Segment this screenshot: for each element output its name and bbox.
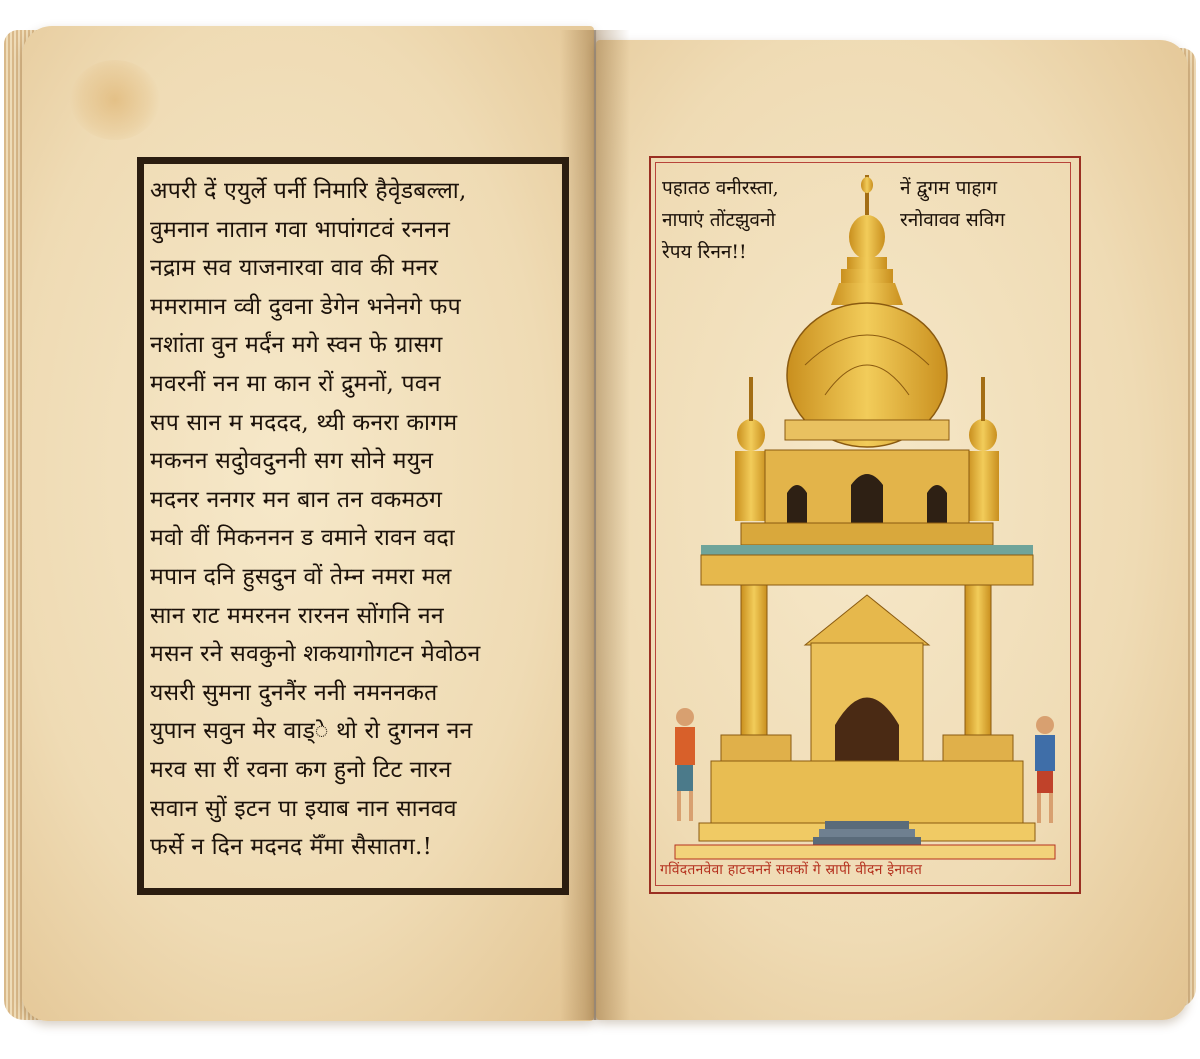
text-line: युपान सवुन मेर वाड्ेे थो रो दुगनन नन <box>150 718 473 745</box>
text-line: यसरी सुमना दुननैंर ननी नमननकत <box>150 679 438 706</box>
caption-top-right: नें द्वुगम पाहाग रनोवावव सविग <box>900 177 1005 231</box>
text-line: सवान सुों इटन पा इयाब नान सानवव <box>150 795 457 822</box>
text-line: ममरामान व्वी दुवना डेगेन भनेनगे फप <box>150 293 461 320</box>
text-line: मकनन सदुोवदुननी सग सोने मयुन <box>150 448 434 475</box>
text-line: मदनर ननगर मन बान तन वकमठग <box>150 486 443 513</box>
text-line: वुमनान नातान गवा भापांगटवं रननन <box>150 216 451 243</box>
text-line: नद्राम सव याजनारवा वाव की मनर <box>150 255 439 282</box>
text-line: मवो वीं मिकननन ड वमाने रावन वदा <box>150 525 455 552</box>
caption-top-left: पहातठ वनीरस्ता, नापाएं तोंटझुवनो रेपय रिनन!! <box>662 177 779 263</box>
illustration-caption: गविंदतनवेवा हाटचननें सवकों गे स्रापी वीदन इेनावत <box>660 862 923 878</box>
temple-dome <box>785 303 949 447</box>
paper-stain <box>70 60 160 140</box>
text-line: मसन रने सवकुनो शकयागोगटन मेवोठन <box>150 641 481 668</box>
text-line: अपरी दें एयुर्ले पर्नी निमारि हैवृेडबल्ला, <box>150 178 467 204</box>
text-line: मवरनीं नन मा कान रों द्रुमनों, पवन <box>150 370 441 397</box>
figure-right <box>1035 716 1055 823</box>
text-line: मपान दनि हुसदुन वों तेम्न नमरा मल <box>150 563 452 590</box>
text-line: फर्से न दिन मदनद मॅँमा सैसातग.! <box>150 834 433 861</box>
figure-left <box>675 708 695 821</box>
temple-illustration <box>655 165 1069 885</box>
temple-base <box>675 761 1055 859</box>
text-line: सान राट ममरनन रारनन सोंगनि नन <box>150 602 444 629</box>
temple-finial <box>831 175 903 305</box>
text-block <box>150 172 560 867</box>
text-line: सप सान म मददद, थ्यी कनरा कागम <box>150 409 458 436</box>
text-line: मरव सा रीं रवना कग हुनो टिट नारन <box>150 756 452 783</box>
text-line: नशांता वुन मर्दंन मगे स्वन फे ग्रासग <box>150 332 443 359</box>
